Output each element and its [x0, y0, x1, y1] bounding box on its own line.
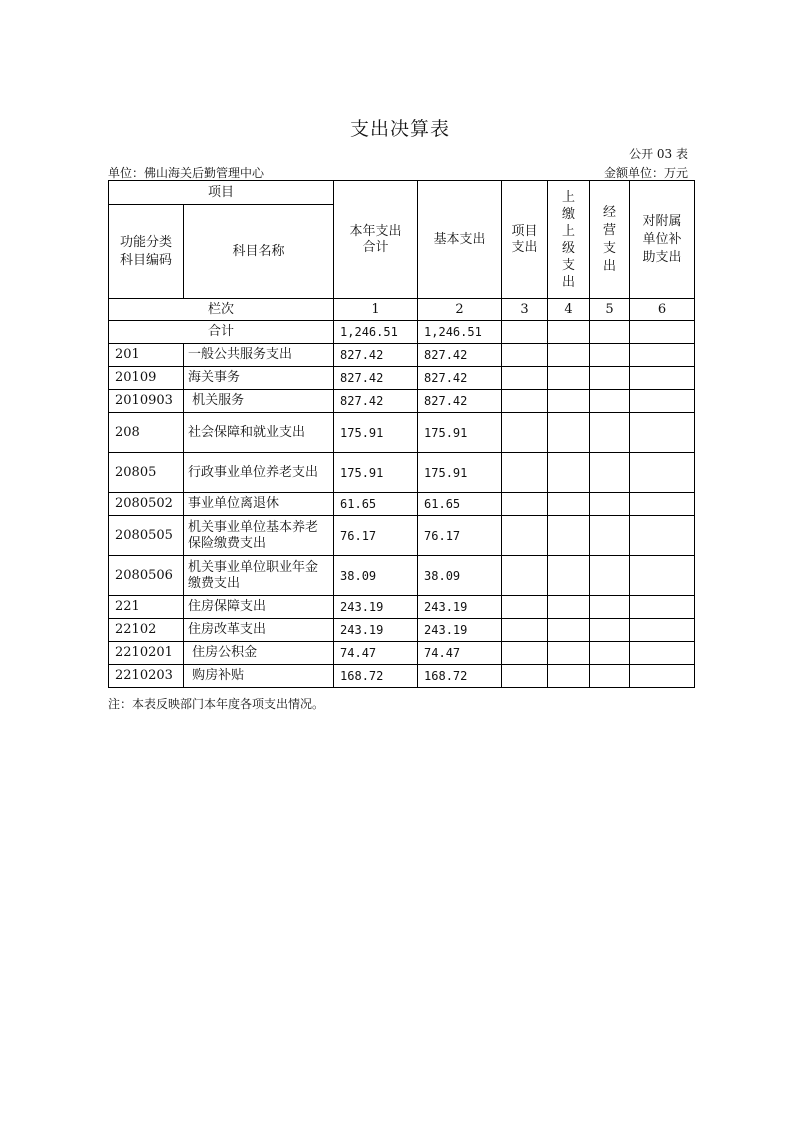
row-basic: 827.42: [418, 367, 502, 390]
row-name: 机关事业单位基本养老保险缴费支出: [184, 516, 334, 556]
header-basic: 基本支出: [418, 181, 502, 299]
row-name: 住房保障支出: [184, 596, 334, 619]
header-subject-name: 科目名称: [184, 205, 334, 299]
row-total: 827.42: [334, 390, 418, 413]
row-code: 22102: [109, 619, 184, 642]
table-row: [109, 453, 695, 493]
row-code: 2210201: [109, 642, 184, 665]
table-row: [109, 344, 695, 367]
row-total: 38.09: [334, 556, 418, 596]
row-basic: 38.09: [418, 556, 502, 596]
table-row: [109, 596, 695, 619]
table-row: [109, 516, 695, 556]
column-label: 栏次: [109, 299, 334, 321]
total-basic: 1,246.51: [418, 321, 502, 344]
row-basic: 827.42: [418, 344, 502, 367]
row-name: 机关事业单位职业年金缴费支出: [184, 556, 334, 596]
row-code: 2080505: [109, 516, 184, 556]
row-total: 76.17: [334, 516, 418, 556]
row-basic: 175.91: [418, 453, 502, 493]
row-total: 243.19: [334, 619, 418, 642]
row-code: 20805: [109, 453, 184, 493]
row-name: 住房改革支出: [184, 619, 334, 642]
table-row: [109, 556, 695, 596]
row-basic: 61.65: [418, 493, 502, 516]
row-total: 61.65: [334, 493, 418, 516]
total-amount: 1,246.51: [334, 321, 418, 344]
col-num-2: 2: [418, 299, 502, 321]
row-total: 243.19: [334, 596, 418, 619]
footnote: 注：本表反映部门本年度各项支出情况。: [108, 697, 325, 711]
header-subsidy: 对附属单位补助支出: [630, 181, 695, 299]
table-row: [109, 367, 695, 390]
row-name: 事业单位离退休: [184, 493, 334, 516]
header-business: 经营支出: [590, 181, 630, 299]
row-total: 74.47: [334, 642, 418, 665]
row-code: 2080502: [109, 493, 184, 516]
col-num-1: 1: [334, 299, 418, 321]
table-row: [109, 619, 695, 642]
row-code: 201: [109, 344, 184, 367]
row-basic: 74.47: [418, 642, 502, 665]
row-code: 208: [109, 413, 184, 453]
row-basic: 175.91: [418, 413, 502, 453]
col-num-5: 5: [590, 299, 630, 321]
row-total: 175.91: [334, 453, 418, 493]
form-number: 公开 03 表: [629, 147, 688, 161]
row-code: 2210203: [109, 665, 184, 688]
table-row: [109, 642, 695, 665]
header-project: 项目支出: [502, 181, 548, 299]
header-item: 项目: [109, 181, 334, 205]
row-code: 2080506: [109, 556, 184, 596]
col-num-3: 3: [502, 299, 548, 321]
row-code: 2010903: [109, 390, 184, 413]
row-total: 175.91: [334, 413, 418, 453]
amount-unit-label: 金额单位：万元: [603, 166, 688, 180]
row-code: 221: [109, 596, 184, 619]
table-row: [109, 493, 695, 516]
row-total: 168.72: [334, 665, 418, 688]
col-num-4: 4: [548, 299, 590, 321]
row-name: 行政事业单位养老支出: [184, 453, 334, 493]
table-row: [109, 413, 695, 453]
row-name: 购房补贴: [184, 665, 334, 688]
row-basic: 827.42: [418, 390, 502, 413]
table-row: [109, 665, 695, 688]
header-total: 本年支出合计: [334, 181, 418, 299]
header-func-code: 功能分类科目编码: [109, 205, 184, 299]
row-basic: 243.19: [418, 596, 502, 619]
row-basic: 243.19: [418, 619, 502, 642]
row-code: 20109: [109, 367, 184, 390]
row-name: 机关服务: [184, 390, 334, 413]
row-name: 海关事务: [184, 367, 334, 390]
table-row: [109, 390, 695, 413]
row-name: 一般公共服务支出: [184, 344, 334, 367]
row-total: 827.42: [334, 344, 418, 367]
expenditure-table: [108, 180, 695, 688]
total-label: 合计: [109, 321, 334, 344]
page-title: 支出决算表: [349, 118, 450, 140]
row-basic: 168.72: [418, 665, 502, 688]
col-num-6: 6: [630, 299, 695, 321]
row-name: 住房公积金: [184, 642, 334, 665]
unit-label: 单位：佛山海关后勤管理中心: [108, 166, 265, 180]
header-upper: 上缴上级支出: [548, 181, 590, 299]
row-basic: 76.17: [418, 516, 502, 556]
row-name: 社会保障和就业支出: [184, 413, 334, 453]
row-total: 827.42: [334, 367, 418, 390]
total-row: [109, 321, 695, 344]
